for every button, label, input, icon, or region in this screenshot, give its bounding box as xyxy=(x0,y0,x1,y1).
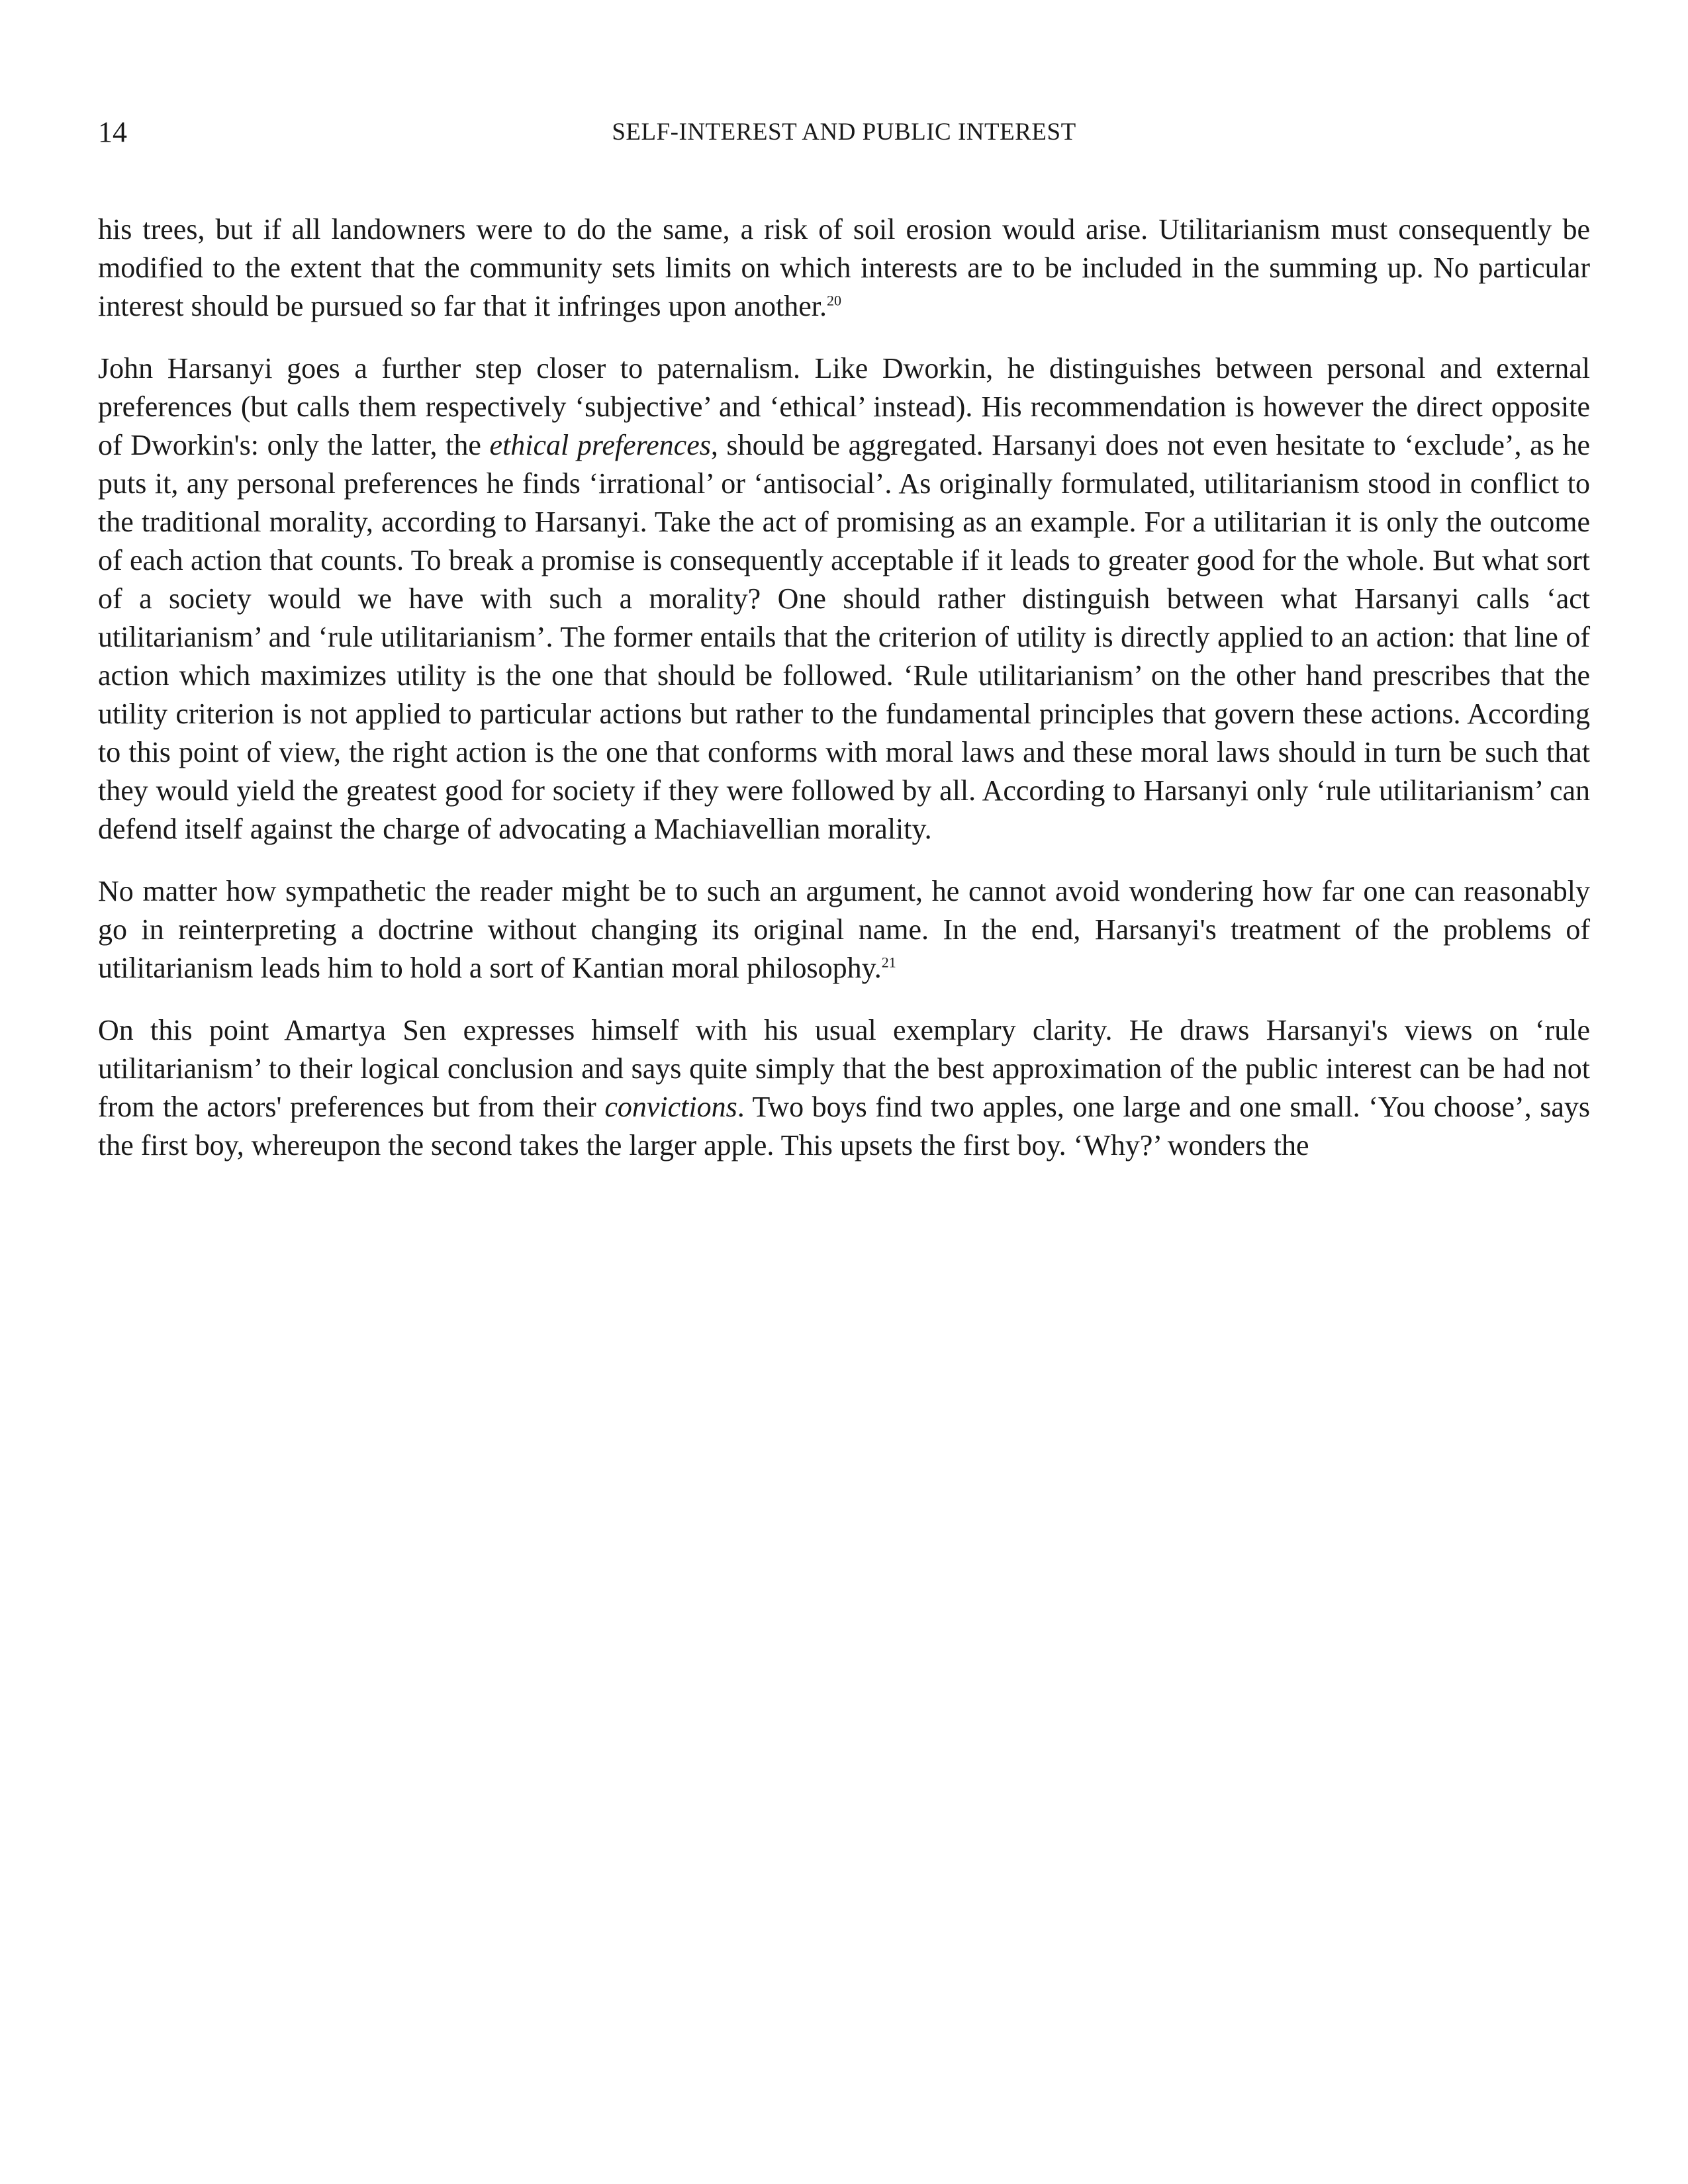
paragraph-2 xyxy=(98,349,1590,848)
emphasis-convictions: convictions xyxy=(604,1091,737,1123)
running-title: SELF-INTEREST AND PUBLIC INTEREST xyxy=(612,118,1076,146)
paragraph-text: John Harsanyi goes a further step closer to paternalism. Like Dworkin, he distinguishes between personal and external preferences (but calls them respectively ‘subjective’ and ‘ethical’ instead). His recommendation is however the direct opposite of Dworkin's: only the latter, the xyxy=(98,352,1590,461)
footnote-marker-21[interactable]: 21 xyxy=(881,954,896,971)
body-text xyxy=(98,210,1590,1189)
paragraph-4 xyxy=(98,1011,1590,1165)
paragraph-text: . Two boys find two apples, one large and one small. ‘You choose’, says the first boy, whereupon the second takes the larger apple. This upsets the first boy. ‘Why?’ wonders the xyxy=(98,1091,1590,1161)
running-header xyxy=(98,113,1590,152)
paragraph-text: No matter how sympathetic the reader might be to such an argument, he cannot avoid wondering how far one can reasonably go in reinterpreting a doctrine without changing its original name. In the end, Harsanyi's treatment of the problems of utilitarianism leads him to hold a sort of Kantian moral philosophy. xyxy=(98,875,1590,984)
page-number: 14 xyxy=(98,116,127,148)
paragraph-text: On this point Amartya Sen expresses himself with his usual exemplary clarity. He draws Harsanyi's views on ‘rule utilitarianism’ to their logical conclusion and says quite simply that the best approximation of the public interest can be had not from the actors' preferences but from their xyxy=(98,1014,1590,1123)
footnote-marker-20[interactable]: 20 xyxy=(827,292,841,309)
paragraph-text: his trees, but if all landowners were to do the same, a risk of soil erosion would arise. Utilitarianism must consequently be modified to the extent that the community sets limits on which interests are to be included in the summing up. No particular interest should be pursued so far that it infringes upon another. xyxy=(98,213,1590,322)
paragraph-1 xyxy=(98,210,1590,326)
emphasis-ethical-preferences: ethical preferences xyxy=(489,429,711,461)
paragraph-text: , should be aggregated. Harsanyi does not even hesitate to ‘exclude’, as he puts it, any personal preferences he finds ‘irrational’ or ‘antisocial’. As originally formulated, utilitarianism stood in conflict to the traditional morality, according to Harsanyi. Take the act of promising as an example. For a utilitarian it is only the outcome of each action that counts. To break a promise is consequently acceptable if it leads to greater good for the whole. But what sort of a society would we have with such a morality? One should rather distinguish between what Harsanyi calls ‘act utilitarianism’ and ‘rule utilitarianism’. The former entails that the criterion of utility is directly applied to an action: that line of action which maximizes utility is the one that should be followed. ‘Rule utilitarianism’ on the other hand prescribes that the utility criterion is not applied to particular actions but rather to the fundamental principles that govern these actions. According to this point of view, the right action is the one that conforms with moral laws and these moral laws should in turn be such that they would yield the greatest good for society if they were followed by all. According to Harsanyi only ‘rule utilitarianism’ can defend itself against the charge of advocating a Machiavellian morality. xyxy=(98,429,1590,845)
paragraph-3 xyxy=(98,872,1590,987)
